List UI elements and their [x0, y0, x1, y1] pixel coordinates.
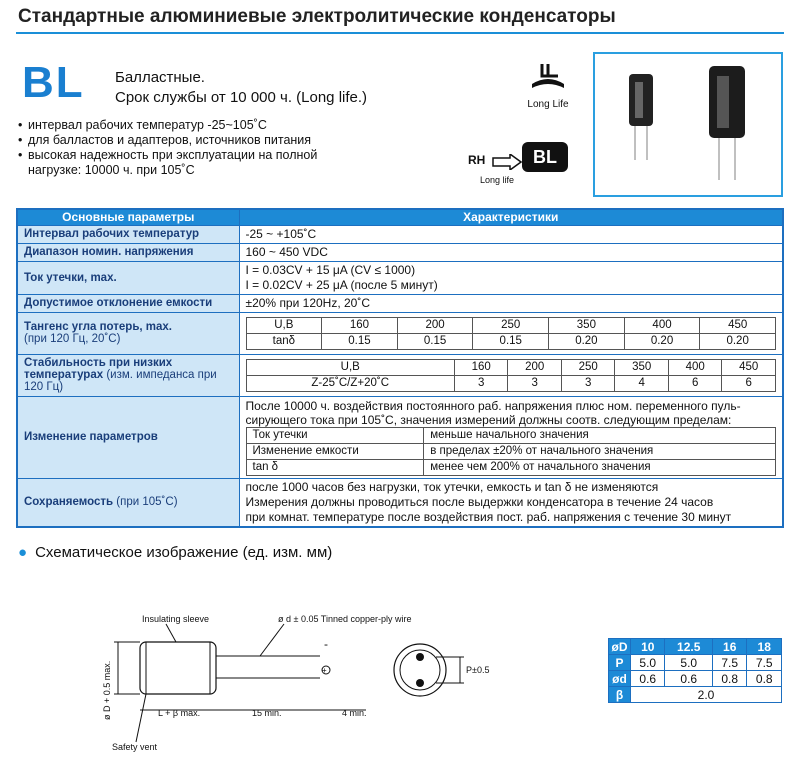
leak-label: Ток утечки, max.	[17, 261, 239, 294]
wire-label: ø d ± 0.05 Tinned copper-ply wire	[278, 614, 412, 624]
min4-label: 4 min.	[342, 708, 367, 718]
change-intro: После 10000 ч. воздействия постоянного раб. напряжения плюс ном. переменного пуль- сирующего тока при 105˚C, значения измерений должны соотв. следующим пределам:	[245, 398, 741, 427]
change-label: Изменение параметров	[17, 396, 239, 478]
pitch-label: P±0.5	[466, 665, 490, 675]
spec-table	[16, 208, 784, 528]
stab-label: Стабильность при низких температурах (изм. импеданса при 120 Гц)	[17, 354, 239, 396]
leak-value: I = 0.03CV + 15 μA (CV ≤ 1000) I = 0.02CV + 25 μA (после 5 минут)	[239, 261, 783, 294]
bullet-icon: •	[18, 133, 23, 147]
tan-table: U,B 160 200 250 350 400 450 tanδ 0.15 0.15 0.15 0.20 0.20 0.20	[246, 317, 777, 350]
min15-label: 15 min.	[252, 708, 282, 718]
schematic-title: ● Схематическое изображение (ед. изм. мм)	[18, 544, 333, 561]
bl-badge: BL	[522, 142, 568, 172]
storage-label: Сохраняемость (при 105˚C)	[17, 478, 239, 527]
feature-item: • высокая надежность при эксплуатации на полной нагрузке: 10000 ч. при 105˚C	[18, 148, 318, 177]
stab-table: U,B 160 200 250 350 400 450 Z-25˚C/Z+20˚C 3 3 3 4 6 6	[246, 359, 777, 392]
header-params: Основные параметры	[17, 209, 239, 225]
header-characteristics: Характеристики	[239, 209, 783, 225]
storage-value: после 1000 часов без нагрузки, ток утечки, емкость и tan δ не изменяются Измерения должны проводиться после выдержки конденсатора в течение 24 часов при комнат. температуре после воздействия пост. раб. напряжения с течение 30 минут	[239, 478, 783, 527]
bullet-icon: •	[18, 148, 23, 162]
series-logo: BL	[22, 58, 85, 107]
arrow-right-icon	[492, 154, 522, 170]
series-subtitle	[115, 68, 367, 108]
dimension-table: øD 10 12.5 16 18 P 5.0 5.0 7.5 7.5 ød 0.6 0.6 0.8 0.8 β 2.0	[608, 638, 782, 703]
cap-tol-label: Допустимое отклонение емкости	[17, 294, 239, 312]
length-label: L + β max.	[158, 708, 201, 718]
feature-item: • интервал рабочих температур -25~105˚C	[18, 118, 267, 132]
change-table: Ток утечки меньше начального значения Изменение емкости в пределах ±20% от начального значения tan δ менее чем 200% от начального значения	[246, 427, 777, 476]
diam-label: ø D + 0.5 max.	[102, 660, 112, 720]
title-divider	[16, 32, 784, 34]
plus-mark: +	[322, 666, 327, 675]
rh-sub-label: Long life	[480, 175, 515, 185]
dimension-diagram	[80, 600, 520, 760]
insulating-label: Insulating sleeve	[142, 614, 210, 624]
feature-list	[18, 118, 338, 178]
vent-label: Safety vent	[112, 742, 158, 752]
bullet-icon: •	[18, 118, 23, 132]
page-title: Стандартные алюминиевые электролитические конденсаторы	[18, 6, 616, 27]
minus-mark: -	[324, 637, 328, 651]
series-line-2: Срок службы от 10 000 ч. (Long life.)	[115, 89, 368, 106]
cap-tol-value: ±20% при 120Hz, 20˚C	[239, 294, 783, 312]
bullet-icon: ●	[18, 544, 28, 561]
voltage-value: 160 ~ 450 VDC	[239, 243, 783, 261]
tan-label: Тангенс угла потерь, max. (при 120 Гц, 20˚C)	[17, 312, 239, 354]
voltage-label: Диапазон номин. напряжения	[17, 243, 239, 261]
long-life-label: Long Life	[527, 99, 569, 110]
product-photo	[593, 52, 783, 197]
series-line-1: Балластные.	[115, 69, 205, 86]
temp-label: Интервал рабочих температур	[17, 225, 239, 243]
feature-item: • для балластов и адаптеров, источников питания	[18, 133, 312, 147]
temp-value: -25 ~ +105˚C	[239, 225, 783, 243]
rh-label: RH	[468, 153, 486, 167]
long-life-icon	[518, 62, 578, 110]
